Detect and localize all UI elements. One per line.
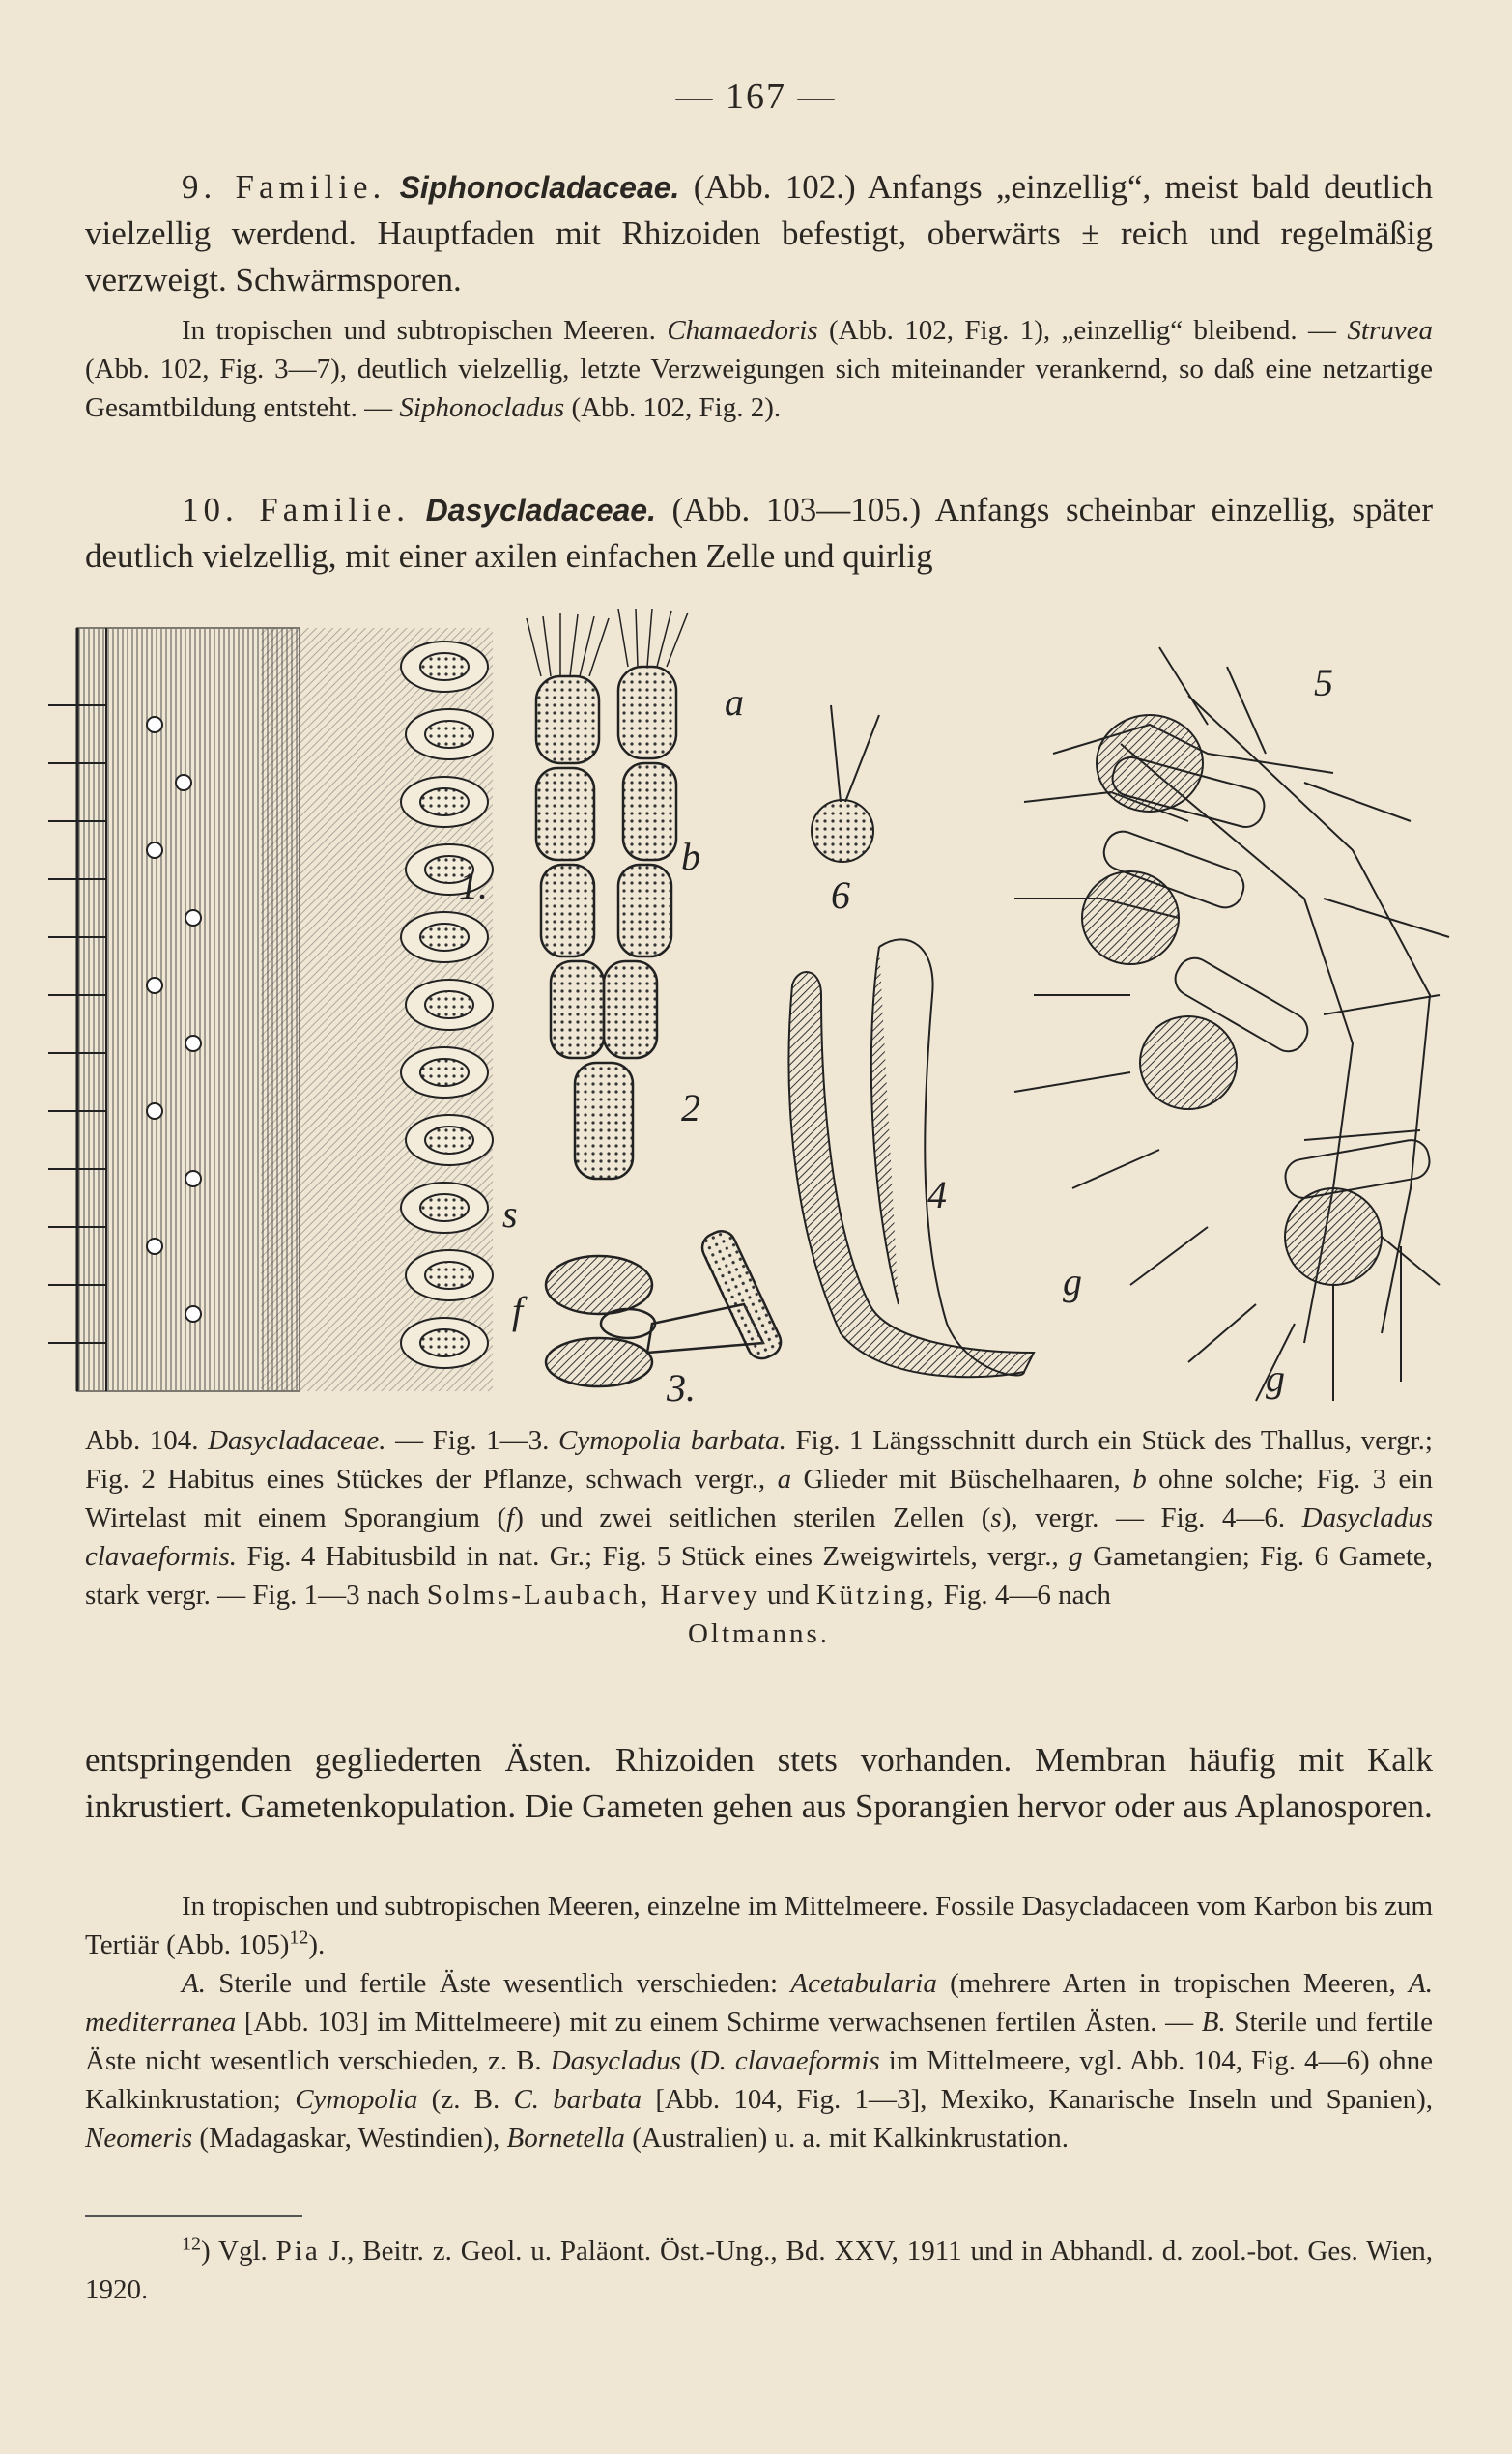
footnote-text: J., Beitr. z. Geol. u. Paläont. Öst.-Ung., Bd. XXV, 1911 und in Abhandl. d. zool.-bot. Ges. Wien, 1920. <box>85 2236 1433 2305</box>
fig5-label: 5 <box>1314 661 1333 704</box>
genus-struvea: Struvea <box>1347 315 1433 346</box>
caption-text: ), vergr. — Fig. 4—6. <box>1001 1502 1302 1533</box>
section-a-marker: A. <box>182 1968 206 1999</box>
caption-author-last: Oltmanns. <box>687 1618 831 1649</box>
fig4-habit-drawing <box>789 939 1034 1377</box>
family10-desc: (Abb. 103—105.) Anfangs scheinbar einzellig, später deutlich vielzellig, mit einer axilen einfachen Zelle und quirlig <box>85 491 1433 575</box>
fig2-label-b: b <box>681 835 700 878</box>
fig6-gamete-drawing <box>812 705 879 862</box>
caption-text: ohne solche; Fig. 3 ein Wirtelast mit einem Sporangium ( <box>85 1464 1433 1533</box>
botanical-illustration <box>48 609 1478 1411</box>
caption-italic: Dasycladaceae. <box>208 1425 386 1456</box>
genera-text: Sterile und fertile Äste nicht wesentlich verschieden, z. B. <box>85 2007 1433 2076</box>
caption-italic: Dasycladus clavaeformis. <box>85 1502 1433 1572</box>
section-b-marker: B. <box>1201 2007 1226 2038</box>
genus-chamaedoris: Chamaedoris <box>667 315 818 346</box>
fig3-whorl-branch-drawing <box>546 1226 785 1386</box>
caption-text: ) und zwei seitlichen sterilen Zellen ( <box>514 1502 991 1533</box>
caption-author: Kützing, <box>815 1580 937 1611</box>
fig2-habit-drawing <box>527 609 688 1179</box>
footnote-ref: 12 <box>289 1926 309 1949</box>
fig2-label: 2 <box>681 1086 700 1129</box>
genera-text: im Mittelmeere, vgl. Abb. 104, Fig. 4—6) ohne Kalkinkrustation; <box>85 2045 1433 2115</box>
fig5-label-g1: g <box>1063 1260 1082 1303</box>
genera-text: Sterile und fertile Äste wesentlich verschieden: <box>205 1968 791 1999</box>
fig2-label-a: a <box>725 680 744 724</box>
fig3-label-f: f <box>512 1289 524 1332</box>
fig1-label: 1. <box>459 864 488 907</box>
family9-note-text: (Abb. 102, Fig. 1), „einzellig“ bleibend. — <box>817 315 1348 346</box>
caption-text: Glieder mit Büschelhaaren, <box>791 1464 1133 1495</box>
distribution-text: ). <box>308 1929 326 1960</box>
caption-text: Fig. 1 Längsschnitt durch ein Stück des Thallus, vergr.; Fig. 2 Habitus eines Stückes der Pflanze, schwach vergr., <box>85 1425 1433 1495</box>
fig1-section-drawing <box>48 628 493 1391</box>
footnote-number: 12 <box>182 2233 201 2255</box>
caption-italic: Cymopolia barbata. <box>557 1425 786 1456</box>
family9-name: Siphonocladaceae. <box>399 170 680 205</box>
genera-text: (Australien) u. a. mit Kalkinkrustation. <box>624 2123 1070 2154</box>
genera-text: (z. B. <box>417 2084 514 2115</box>
caption-text: Abb. 104. <box>85 1425 209 1456</box>
caption-text: — Fig. 1—3. <box>385 1425 558 1456</box>
page-number: — 167 — <box>675 76 837 117</box>
continuation-paragraph: entspringenden gegliederten Ästen. Rhizoiden stets vorhanden. Membran häufig mit Kalk inkrustiert. Gametenkopulation. Die Gameten gehen aus Sporangien hervor oder aus Aplanosporen. <box>85 1741 1433 1825</box>
genera-text: (mehrere Arten in tropischen Meeren, <box>936 1968 1410 1999</box>
fig3-label-s: s <box>502 1192 518 1236</box>
family9-note <box>85 311 1433 427</box>
caption-italic: g <box>1069 1541 1083 1572</box>
family10-name: Dasycladaceae. <box>425 493 656 528</box>
genus-cymopolia: Cymopolia <box>295 2084 418 2115</box>
caption-text: Fig. 4—6 nach <box>936 1580 1111 1611</box>
genera-text: [Abb. 104, Fig. 1—3], Mexiko, Kanarische Inseln und Spanien), <box>642 2084 1434 2115</box>
genus-acetabularia: Acetabularia <box>790 1968 937 1999</box>
footnote-author: Pia <box>275 2236 321 2267</box>
genera-paragraph <box>85 1964 1433 2157</box>
figure-caption <box>85 1421 1433 1653</box>
caption-author: Solms-Laubach, Harvey <box>426 1580 760 1611</box>
footnote-text: ) Vgl. <box>201 2236 276 2267</box>
family9-note-text: (Abb. 102, Fig. 3—7), deutlich vielzellig, letzte Verzweigungen sich miteinander verankernd, so daß eine netzartige Gesamtbildung entsteht. — <box>85 354 1433 423</box>
family9-note-text: (Abb. 102, Fig. 2). <box>564 392 782 423</box>
distribution-note <box>85 1887 1433 1964</box>
family9-paragraph <box>85 164 1433 303</box>
species-barbata: C. barbata <box>513 2084 642 2115</box>
family9-prefix: 9. Familie. <box>182 168 386 206</box>
family10-prefix: 10. Familie. <box>182 491 410 528</box>
figure-abb-104 <box>48 609 1478 1411</box>
caption-italic: b <box>1132 1464 1147 1495</box>
genera-text: ( <box>681 2045 699 2076</box>
footnote <box>85 2232 1433 2309</box>
caption-text: Gametangien; Fig. 6 Gamete, stark vergr. — Fig. 1—3 nach <box>85 1541 1433 1611</box>
genus-neomeris: Neomeris <box>85 2123 193 2154</box>
caption-italic: s <box>990 1502 1002 1533</box>
caption-italic: a <box>777 1464 792 1495</box>
fig3-label: 3. <box>667 1366 696 1410</box>
fig6-label: 6 <box>831 873 850 917</box>
species-mediterranea: A. mediterranea <box>85 1968 1433 2038</box>
caption-italic: f <box>506 1502 515 1533</box>
genera-text: [Abb. 103] im Mittelmeere) mit zu einem Schirme verwachsenen fertilen Ästen. — <box>236 2007 1202 2038</box>
caption-text: Fig. 4 Habitusbild in nat. Gr.; Fig. 5 Stück eines Zweigwirtels, vergr., <box>237 1541 1070 1572</box>
distribution-text: In tropischen und subtropischen Meeren, einzelne im Mittelmeere. Fossile Dasycladaceen vom Karbon bis zum Tertiär (Abb. 105) <box>85 1891 1433 1960</box>
species-clavaeformis: D. clavaeformis <box>699 2045 880 2076</box>
genus-dasycladus: Dasycladus <box>550 2045 682 2076</box>
family9-note-text: In tropischen und subtropischen Meeren. <box>182 315 668 346</box>
genus-siphonocladus: Siphonocladus <box>399 392 565 423</box>
fig5-label-g2: g <box>1266 1356 1285 1400</box>
footnote-divider <box>85 2215 302 2217</box>
genera-text: (Madagaskar, Westindien), <box>192 2123 507 2154</box>
family10-paragraph <box>85 487 1433 580</box>
family9-desc: (Abb. 102.) Anfangs „einzellig“, meist bald deutlich vielzellig werdend. Hauptfaden mit Rhizoiden befestigt, oberwärts ± reich und regelmäßig verzweigt. Schwärmsporen. <box>85 168 1434 299</box>
fig4-label: 4 <box>927 1173 947 1216</box>
genus-bornetella: Bornetella <box>506 2123 625 2154</box>
caption-text: und <box>759 1580 816 1611</box>
